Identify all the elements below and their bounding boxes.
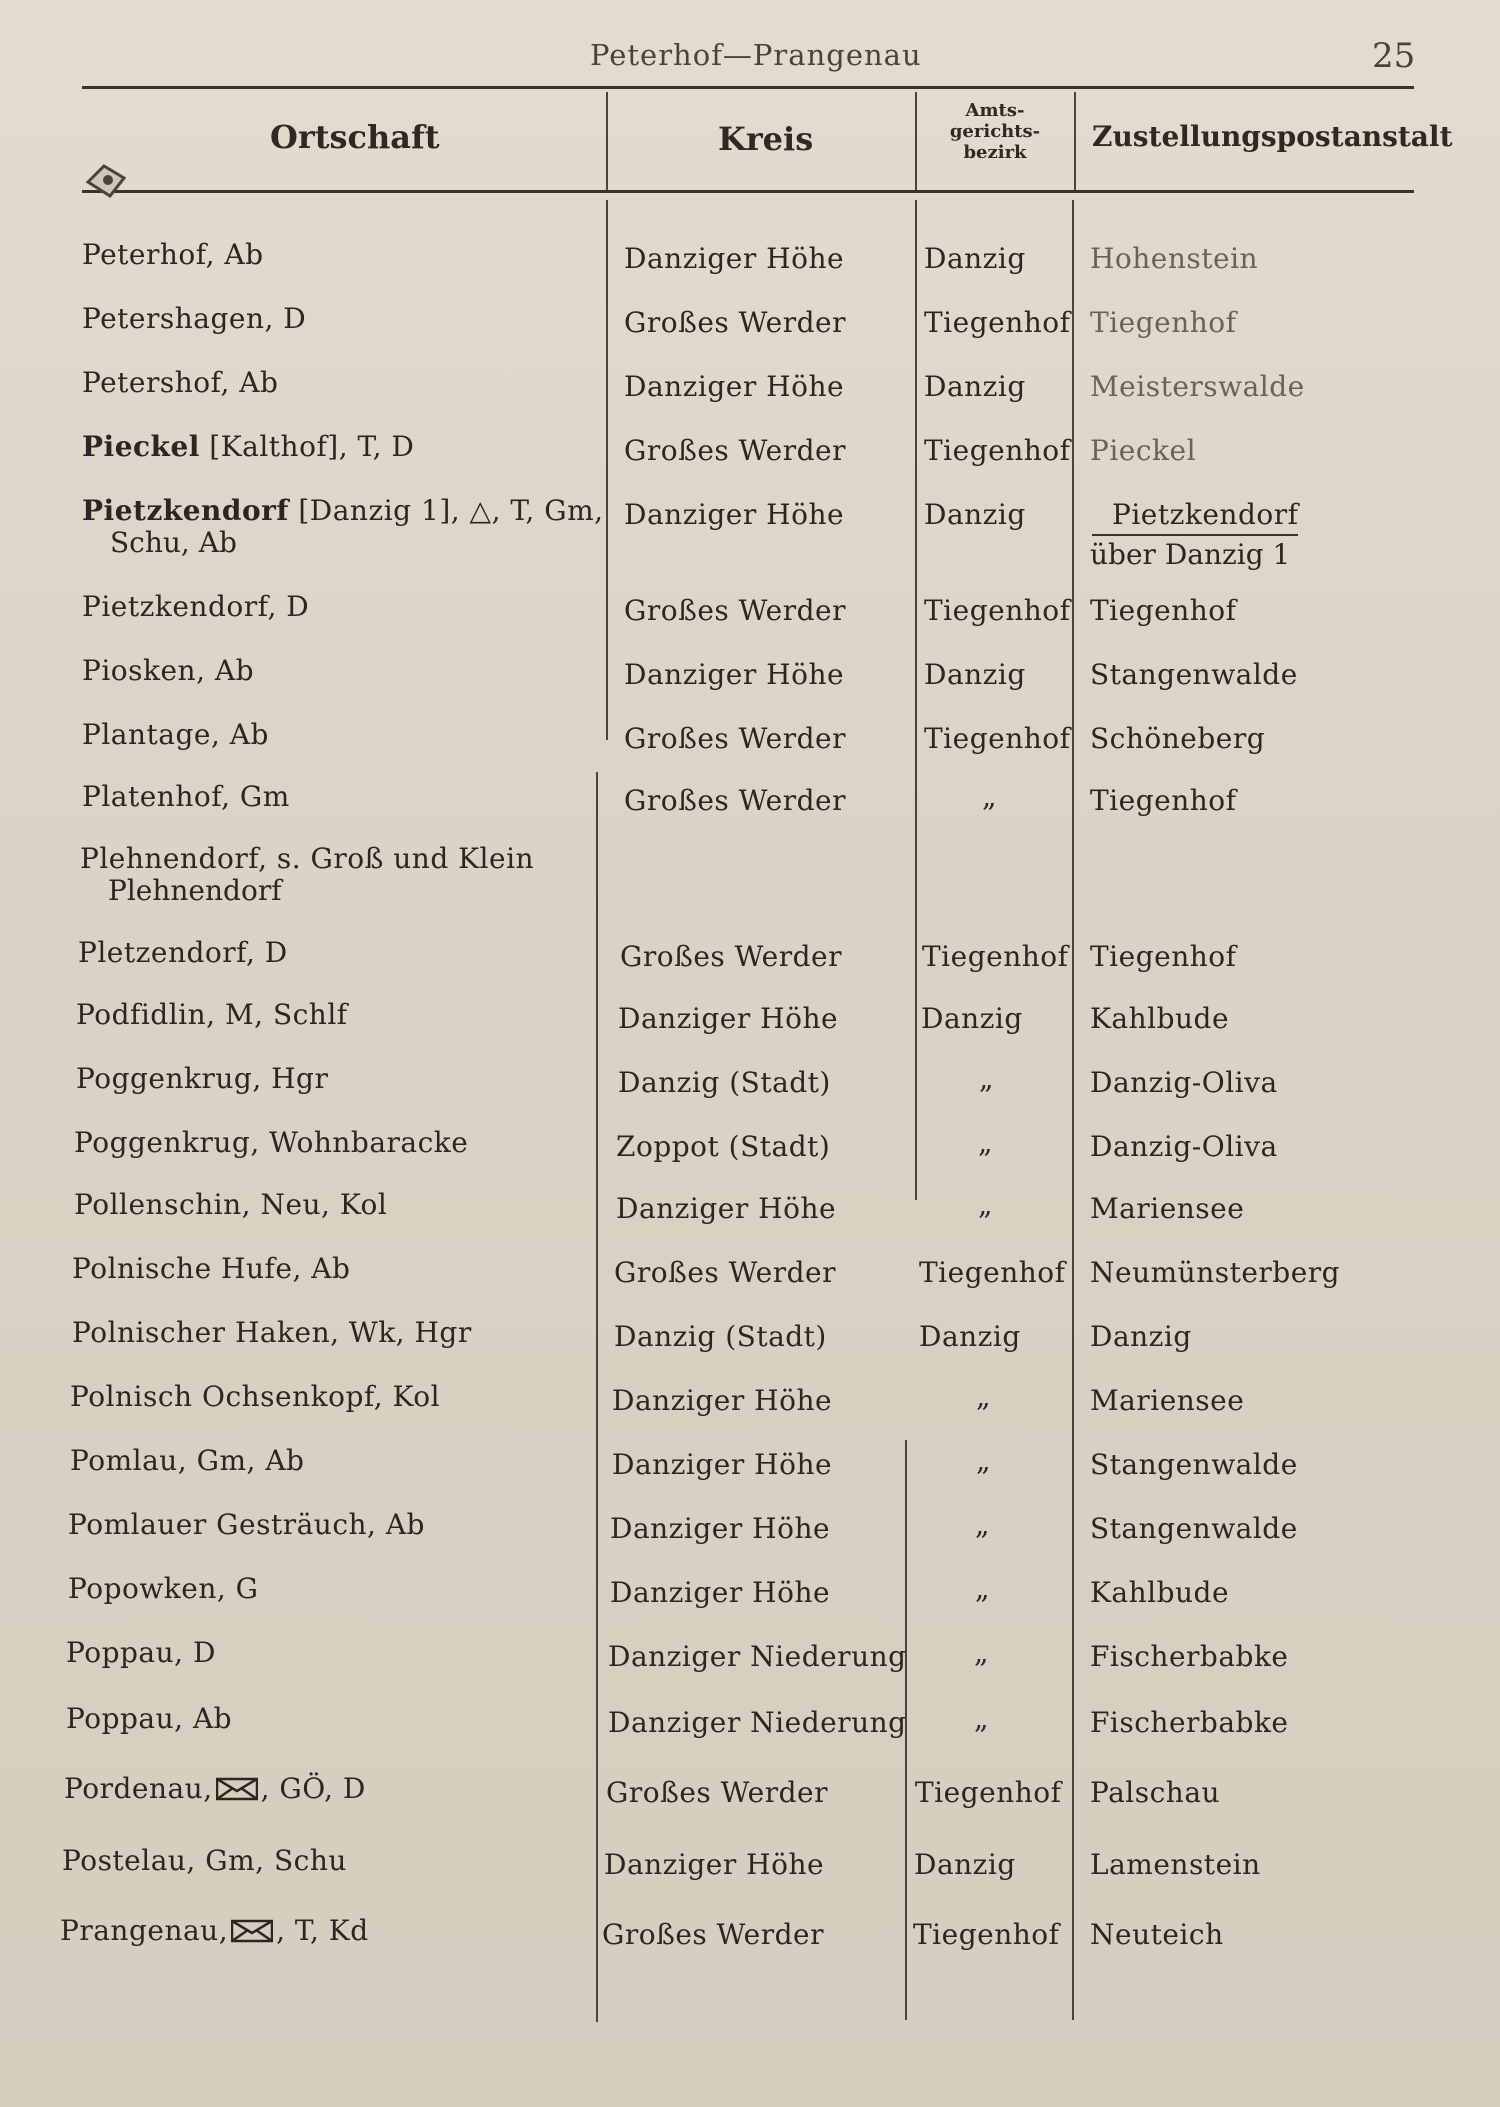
- post-office-underline: [1092, 534, 1298, 536]
- post-office-cell: Palschau: [1090, 1776, 1221, 1809]
- post-office-cell: Tiegenhof: [1090, 306, 1237, 339]
- kreis-cell: Danziger Höhe: [604, 1848, 825, 1881]
- amtsgerichtsbezirk-cell: „: [976, 1444, 992, 1477]
- place-name: [62, 1844, 347, 1877]
- place-name-text: Peterhof, Ab: [82, 238, 264, 271]
- post-office-cell: Neumünsterberg: [1090, 1256, 1341, 1289]
- pin-icon: [84, 160, 130, 200]
- header-divider: [915, 92, 917, 190]
- place-name: [82, 302, 306, 335]
- post-office-line2: über Danzig 1: [1090, 538, 1291, 571]
- place-name-text: Poggenkrug, Hgr: [76, 1062, 329, 1095]
- post-office-cell: Mariensee: [1090, 1192, 1245, 1225]
- amtsgerichtsbezirk-cell: Tiegenhof: [924, 722, 1071, 755]
- amtsgerichtsbezirk-cell: Danzig: [924, 242, 1026, 275]
- place-name: [82, 590, 309, 623]
- kreis-cell: Danziger Höhe: [616, 1192, 837, 1225]
- place-name-text: Popowken, G: [68, 1572, 259, 1605]
- top-rule: [82, 86, 1414, 89]
- column-header-ortschaft: Ortschaft: [270, 118, 440, 156]
- amtsgerichtsbezirk-cell: Tiegenhof: [919, 1256, 1066, 1289]
- place-name: [66, 1636, 216, 1669]
- column-header-kreis: Kreis: [718, 120, 814, 158]
- place-name: [66, 1702, 232, 1735]
- place-name-text: Pletzendorf, D: [78, 936, 288, 969]
- place-name: [64, 1772, 366, 1805]
- place-name: [74, 1188, 387, 1221]
- kreis-cell: Zoppot (Stadt): [616, 1130, 831, 1163]
- place-name: [82, 654, 254, 687]
- amtsgerichtsbezirk-cell: Danzig: [924, 370, 1026, 403]
- kreis-cell: Danziger Höhe: [612, 1384, 833, 1417]
- place-name-text: Pordenau,: [64, 1772, 213, 1805]
- kreis-cell: Danziger Höhe: [624, 370, 845, 403]
- envelope-icon-wrap: [228, 1914, 276, 1947]
- column-header-zustellungspostanstalt: Zustellungspostanstalt: [1092, 120, 1453, 153]
- kreis-cell: Großes Werder: [624, 784, 846, 817]
- column-divider: [915, 200, 917, 1200]
- place-name: [82, 718, 269, 751]
- post-office-cell: Fischerbabke: [1090, 1640, 1289, 1673]
- place-name-bold: Pietzkendorf: [82, 494, 289, 527]
- place-name: [82, 430, 414, 463]
- place-name-text: Pollenschin, Neu, Kol: [74, 1188, 388, 1221]
- place-name-line2: Schu, Ab: [110, 526, 237, 559]
- kreis-cell: Großes Werder: [624, 434, 846, 467]
- running-head: [0, 38, 1500, 78]
- kreis-cell: Danziger Höhe: [612, 1448, 833, 1481]
- place-name: [82, 494, 604, 527]
- place-name: [68, 1508, 425, 1541]
- envelope-icon-wrap: [213, 1772, 261, 1805]
- post-office-cell: Lamenstein: [1090, 1848, 1261, 1881]
- post-office-cell: Kahlbude: [1090, 1576, 1230, 1609]
- place-name: [80, 842, 534, 875]
- post-office-cell: Neuteich: [1090, 1918, 1224, 1951]
- post-office-cell: Pietzkendorf: [1112, 498, 1299, 531]
- column-header-amts-line2: gerichts-: [949, 121, 1041, 142]
- kreis-cell: Danziger Höhe: [624, 658, 845, 691]
- place-name-text: Podfidlin, M, Schlf: [76, 998, 348, 1031]
- amtsgerichtsbezirk-cell: „: [974, 1702, 990, 1735]
- place-name-text: Piosken, Ab: [82, 654, 255, 687]
- column-divider: [596, 772, 598, 2022]
- kreis-cell: Großes Werder: [620, 940, 842, 973]
- place-name-text: Postelau, Gm, Schu: [62, 1844, 347, 1877]
- post-office-cell: Hohenstein: [1090, 242, 1259, 275]
- amtsgerichtsbezirk-cell: Tiegenhof: [915, 1776, 1062, 1809]
- amtsgerichtsbezirk-cell: Tiegenhof: [924, 434, 1071, 467]
- place-name-text: Plehnendorf, s. Groß und Klein: [80, 842, 535, 875]
- post-office-cell: Mariensee: [1090, 1384, 1245, 1417]
- kreis-cell: Danziger Niederung: [608, 1706, 907, 1739]
- amtsgerichtsbezirk-cell: „: [978, 1188, 994, 1221]
- post-office-cell: Stangenwalde: [1090, 1512, 1298, 1545]
- amtsgerichtsbezirk-cell: Tiegenhof: [924, 594, 1071, 627]
- place-name-text: Plantage, Ab: [82, 718, 269, 751]
- column-header-amtsgerichtsbezirk: [940, 100, 1050, 163]
- amtsgerichtsbezirk-cell: Danzig: [914, 1848, 1016, 1881]
- amtsgerichtsbezirk-cell: Tiegenhof: [922, 940, 1069, 973]
- place-name: [76, 1062, 328, 1095]
- place-name: [82, 366, 278, 399]
- post-office-cell: Fischerbabke: [1090, 1706, 1289, 1739]
- post-office-cell: Danzig: [1090, 1320, 1192, 1353]
- amtsgerichtsbezirk-cell: Danzig: [919, 1320, 1021, 1353]
- place-name-text: Polnisch Ochsenkopf, Kol: [70, 1380, 441, 1413]
- place-name: [70, 1444, 304, 1477]
- place-name-text: Petershof, Ab: [82, 366, 279, 399]
- place-name-text: Petershagen, D: [82, 302, 307, 335]
- place-name-text: Poppau, D: [66, 1636, 216, 1669]
- place-name-suffix: , GÖ, D: [260, 1772, 366, 1805]
- kreis-cell: Danziger Höhe: [624, 242, 845, 275]
- post-office-cell: Tiegenhof: [1090, 594, 1237, 627]
- post-office-cell: Stangenwalde: [1090, 1448, 1298, 1481]
- amtsgerichtsbezirk-cell: „: [976, 1380, 992, 1413]
- post-office-cell: Danzig-Oliva: [1090, 1066, 1278, 1099]
- post-office-cell: Pieckel: [1090, 434, 1197, 467]
- kreis-cell: Großes Werder: [624, 306, 846, 339]
- place-name: [78, 936, 288, 969]
- place-name-text: [Danzig 1], △, T, Gm,: [288, 494, 604, 527]
- amtsgerichtsbezirk-cell: „: [974, 1636, 990, 1669]
- amtsgerichtsbezirk-cell: Danzig: [924, 658, 1026, 691]
- place-name: [74, 1126, 468, 1159]
- kreis-cell: Großes Werder: [624, 594, 846, 627]
- place-name-text: Polnische Hufe, Ab: [72, 1252, 351, 1285]
- kreis-cell: Großes Werder: [614, 1256, 836, 1289]
- column-header-amts-line1: Amts-: [965, 100, 1025, 121]
- header-divider: [1074, 92, 1076, 190]
- kreis-cell: Danzig (Stadt): [614, 1320, 827, 1353]
- post-office-cell: Schöneberg: [1090, 722, 1266, 755]
- amtsgerichtsbezirk-cell: Tiegenhof: [924, 306, 1071, 339]
- place-name-bold: Pieckel: [82, 430, 200, 463]
- place-name: [68, 1572, 259, 1605]
- amtsgerichtsbezirk-cell: „: [979, 1062, 995, 1095]
- post-office-cell: Danzig-Oliva: [1090, 1130, 1278, 1163]
- column-header-amts-line3: bezirk: [963, 142, 1027, 163]
- place-name-text: Pomlau, Gm, Ab: [70, 1444, 305, 1477]
- place-name-text: Pietzkendorf, D: [82, 590, 310, 623]
- place-name: [82, 780, 290, 813]
- post-office-cell: Stangenwalde: [1090, 658, 1298, 691]
- place-name-line2: Plehnendorf: [108, 874, 282, 907]
- post-office-cell: Meisterswalde: [1090, 370, 1305, 403]
- place-name-text: [Kalthof], T, D: [199, 430, 415, 463]
- amtsgerichtsbezirk-cell: Danzig: [921, 1002, 1023, 1035]
- place-name: [72, 1316, 472, 1349]
- place-name-text: Polnischer Haken, Wk, Hgr: [72, 1316, 472, 1349]
- kreis-cell: Großes Werder: [602, 1918, 824, 1951]
- amtsgerichtsbezirk-cell: „: [975, 1508, 991, 1541]
- kreis-cell: Danziger Höhe: [610, 1512, 831, 1545]
- amtsgerichtsbezirk-cell: Tiegenhof: [913, 1918, 1060, 1951]
- page-number: 25: [1372, 36, 1416, 76]
- kreis-cell: Danziger Höhe: [610, 1576, 831, 1609]
- place-name-text: Prangenau,: [60, 1914, 229, 1947]
- column-divider: [606, 200, 608, 740]
- page-title: Peterhof—Prangenau: [590, 38, 922, 72]
- place-name: [60, 1914, 369, 1947]
- post-office-cell: Tiegenhof: [1090, 940, 1237, 973]
- place-name: [76, 998, 348, 1031]
- header-rule: [82, 190, 1414, 193]
- amtsgerichtsbezirk-cell: „: [982, 780, 998, 813]
- kreis-cell: Großes Werder: [624, 722, 846, 755]
- column-divider: [1072, 200, 1074, 2020]
- post-office-cell: Kahlbude: [1090, 1002, 1230, 1035]
- place-name-text: Platenhof, Gm: [82, 780, 290, 813]
- amtsgerichtsbezirk-cell: „: [975, 1572, 991, 1605]
- place-name-text: Poggenkrug, Wohnbaracke: [74, 1126, 469, 1159]
- header-divider: [606, 92, 608, 190]
- place-name-text: Poppau, Ab: [66, 1702, 233, 1735]
- kreis-cell: Danzig (Stadt): [618, 1066, 831, 1099]
- kreis-cell: Großes Werder: [606, 1776, 828, 1809]
- place-name: [70, 1380, 440, 1413]
- envelope-icon: [216, 1777, 258, 1801]
- place-name: [82, 238, 264, 271]
- kreis-cell: Danziger Höhe: [624, 498, 845, 531]
- envelope-icon: [231, 1919, 273, 1943]
- amtsgerichtsbezirk-cell: Danzig: [924, 498, 1026, 531]
- kreis-cell: Danziger Höhe: [618, 1002, 839, 1035]
- place-name-text: Pomlauer Gesträuch, Ab: [68, 1508, 425, 1541]
- kreis-cell: Danziger Niederung: [608, 1640, 907, 1673]
- place-name: [72, 1252, 350, 1285]
- place-name-suffix: , T, Kd: [276, 1914, 369, 1947]
- amtsgerichtsbezirk-cell: „: [978, 1126, 994, 1159]
- post-office-cell: Tiegenhof: [1090, 784, 1237, 817]
